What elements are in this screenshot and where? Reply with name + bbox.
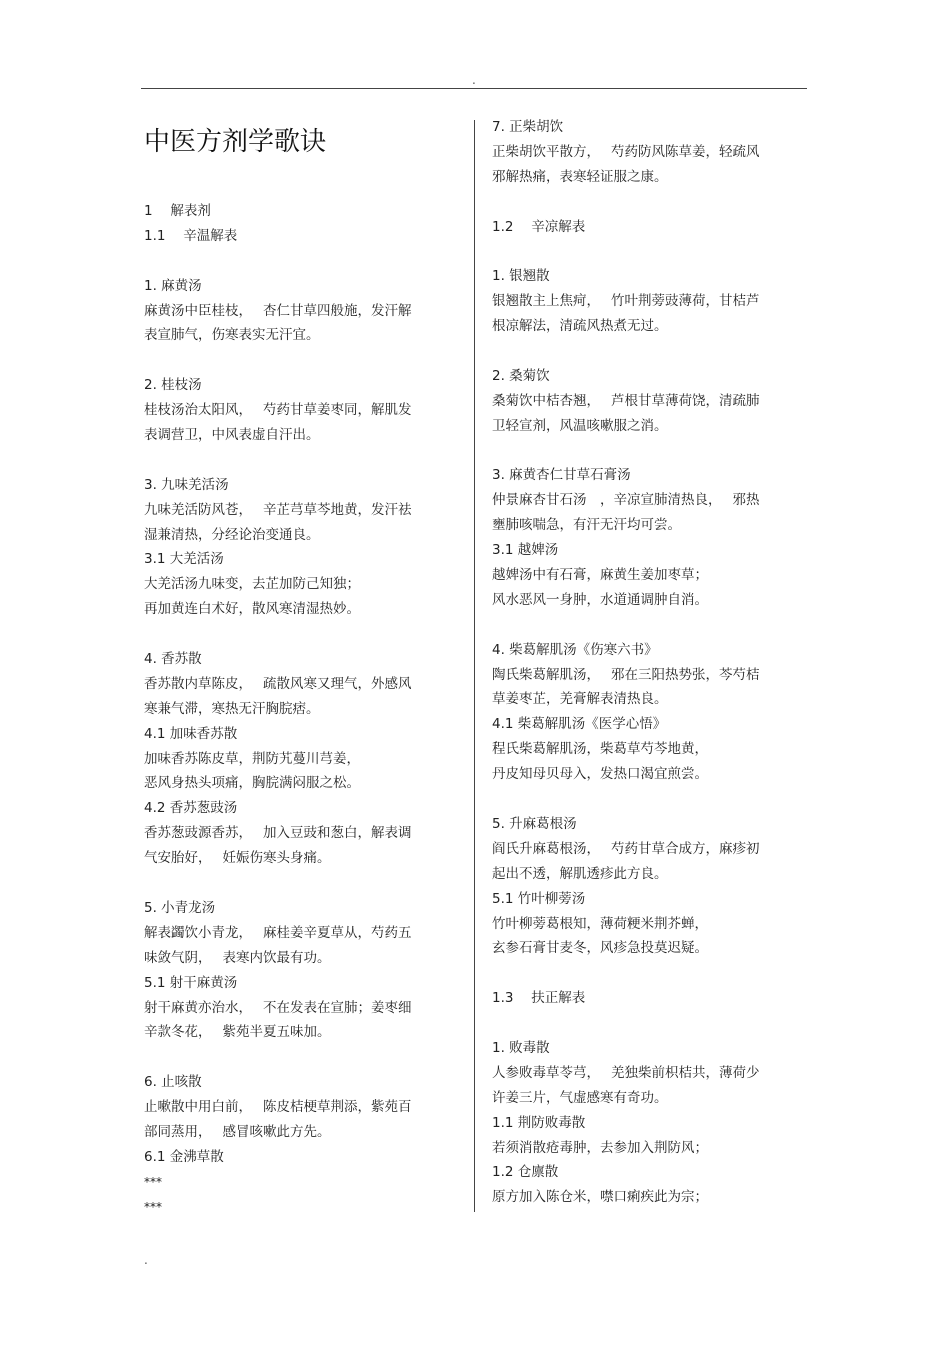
blank-line <box>492 1011 802 1036</box>
text-line: 正柴胡饮平散方， 芍药防风陈草姜，轻疏风 <box>492 143 760 160</box>
header-rule <box>141 88 807 89</box>
text-line: 程氏柴葛解肌汤，柴葛草芍芩地黄， <box>492 741 708 758</box>
text-line: 邪解热痛，表寒轻证服之康。 <box>492 168 668 185</box>
text-line: 辛款冬花， 紫苑半夏五味加。 <box>144 1024 331 1041</box>
text-line: 银翘散主上焦疴， 竹叶荆蒡豉薄荷，甘桔芦 <box>492 293 760 310</box>
text-line: 1. 银翘散 <box>492 268 550 285</box>
text-line: 4. 香苏散 <box>144 651 202 668</box>
blank-line <box>144 1045 454 1070</box>
text-line: 壅肺咳喘急，有汗无汗均可尝。 <box>492 517 681 534</box>
blank-line <box>492 787 802 812</box>
text-line: 6. 止咳散 <box>144 1074 202 1091</box>
text-line: 湿兼清热，分经论治变通良。 <box>144 526 320 543</box>
blank-line <box>492 439 802 464</box>
text-line: 起出不透，解肌透疹此方良。 <box>492 865 668 882</box>
text-line: 仲景麻杏甘石汤 ，辛凉宣肺清热良， 邪热 <box>492 492 760 509</box>
text-line: 1 解表剂 <box>144 203 211 219</box>
text-line: 加味香苏陈皮草，荆防艽蔓川芎姜， <box>144 750 360 767</box>
text-line: 桂枝汤治太阳风， 芍药甘草姜枣同，解肌发 <box>144 402 412 419</box>
text-line: 2. 桑菊饮 <box>492 367 550 384</box>
text-line: 原方加入陈仓米，噤口痢疾此为宗； <box>492 1189 708 1206</box>
blank-line <box>492 190 802 215</box>
text-line: 陶氏柴葛解肌汤， 邪在三阳热势张，芩芍桔 <box>492 666 760 683</box>
text-line: 5.1 射干麻黄汤 <box>144 974 238 991</box>
text-line: 味敛气阴， 表寒内饮最有功。 <box>144 949 331 966</box>
text-line: 阎氏升麻葛根汤， 芍药甘草合成方，麻疹初 <box>492 840 760 857</box>
text-line: *** <box>144 1174 162 1189</box>
text-line: 香苏葱豉源香苏， 加入豆豉和葱白，解表调 <box>144 825 412 842</box>
blank-line <box>144 871 454 896</box>
text-line: 卫轻宣剂，风温咳嗽服之消。 <box>492 417 668 434</box>
text-line: 大羌活汤九味变，去芷加防己知独； <box>144 576 360 593</box>
text-line: 3.1 大羌活汤 <box>144 551 224 568</box>
text-line: 丹皮知母贝母入，发热口渴宜煎尝。 <box>492 766 708 783</box>
text-line: 3.1 越婢汤 <box>492 542 559 559</box>
text-line: 九味羌活防风苍， 辛芷芎草芩地黄，发汗祛 <box>144 501 412 518</box>
text-line: 1.1 荆防败毒散 <box>492 1114 586 1131</box>
blank-line <box>144 249 454 274</box>
text-line: 表宣肺气，伤寒表实无汗宜。 <box>144 327 320 344</box>
text-line: 3. 麻黄杏仁甘草石膏汤 <box>492 467 631 484</box>
text-line: 许姜三片，气虚感寒有奇功。 <box>492 1089 668 1106</box>
blank-line <box>144 622 454 647</box>
text-line: *** <box>144 1199 162 1214</box>
right-column <box>492 115 802 1210</box>
blank-line <box>492 961 802 986</box>
text-line: 1.3 扶正解表 <box>492 990 586 1007</box>
document-title: 中医方剂学歌诀 <box>144 127 327 157</box>
text-line: 恶风身热头项痛，胸脘满闷服之松。 <box>144 775 360 792</box>
text-line: 5.1 竹叶柳蒡汤 <box>492 890 586 907</box>
text-line: 人参败毒草苓芎， 羌独柴前枳桔共，薄荷少 <box>492 1064 760 1081</box>
text-line: 再加黄连白术好，散风寒清湿热妙。 <box>144 601 360 618</box>
left-column-lines <box>144 199 454 1220</box>
text-line: 6.1 金沸草散 <box>144 1148 224 1165</box>
text-line: 4.1 加味香苏散 <box>144 725 238 742</box>
blank-line <box>144 448 454 473</box>
text-line: 1. 麻黄汤 <box>144 277 202 294</box>
text-line: 部同蒸用， 感冒咳嗽此方先。 <box>144 1123 331 1140</box>
text-line: 表调营卫，中风表虚自汗出。 <box>144 427 320 444</box>
text-line: 麻黄汤中臣桂枝， 杏仁甘草四般施，发汗解 <box>144 302 412 319</box>
blank-line <box>144 348 454 373</box>
page-bottom-dot: . <box>144 1253 148 1267</box>
text-line: 5. 升麻葛根汤 <box>492 815 577 832</box>
text-line: 越婢汤中有石膏，麻黄生姜加枣草； <box>492 567 708 584</box>
text-line: 1.2 辛凉解表 <box>492 218 586 235</box>
column-divider <box>474 120 475 1212</box>
text-line: 若须消散疮毒肿，去参加入荆防风； <box>492 1139 708 1156</box>
text-line: 寒兼气滞，寒热无汗胸脘痞。 <box>144 700 320 717</box>
text-line: 1.1 辛温解表 <box>144 227 238 244</box>
text-line: 7. 正柴胡饮 <box>492 119 564 135</box>
blank-line <box>492 339 802 364</box>
text-line: 1. 败毒散 <box>492 1039 550 1056</box>
blank-line <box>492 613 802 638</box>
text-line: 桑菊饮中桔杏翘， 芦根甘草薄荷饶，清疏肺 <box>492 392 760 409</box>
page-top-dot: . <box>472 73 476 87</box>
text-line: 风水恶风一身肿，水道通调肿自消。 <box>492 591 708 608</box>
text-line: 5. 小青龙汤 <box>144 899 216 916</box>
text-line: 2. 桂枝汤 <box>144 377 202 394</box>
text-line: 根凉解法，清疏风热煮无过。 <box>492 318 668 335</box>
text-line: 解表蠲饮小青龙， 麻桂姜辛夏草从，芍药五 <box>144 924 412 941</box>
text-line: 4.2 香苏葱豉汤 <box>144 800 238 817</box>
text-line: 香苏散内草陈皮， 疏散风寒又理气，外感风 <box>144 675 412 692</box>
text-line: 止嗽散中用白前， 陈皮桔梗草荆添，紫苑百 <box>144 1099 412 1116</box>
blank-line <box>492 239 802 264</box>
text-line: 气安胎好， 妊娠伤寒头身痛。 <box>144 850 331 867</box>
text-line: 1.2 仓廪散 <box>492 1164 559 1181</box>
right-column-lines <box>492 115 802 1210</box>
text-line: 玄参石膏甘麦冬，风疹急投莫迟疑。 <box>492 940 708 957</box>
text-line: 4.1 柴葛解肌汤《医学心悟》 <box>492 716 667 733</box>
text-line: 射干麻黄亦治水， 不在发表在宣肺；姜枣细 <box>144 999 412 1016</box>
text-line: 草姜枣芷，羌膏解表清热良。 <box>492 691 668 708</box>
left-column <box>144 115 454 1220</box>
text-line: 竹叶柳蒡葛根知，薄荷粳米荆芥蝉， <box>492 915 708 932</box>
text-line: 4. 柴葛解肌汤《伤寒六书》 <box>492 641 658 658</box>
text-line: 3. 九味羌活汤 <box>144 476 229 493</box>
